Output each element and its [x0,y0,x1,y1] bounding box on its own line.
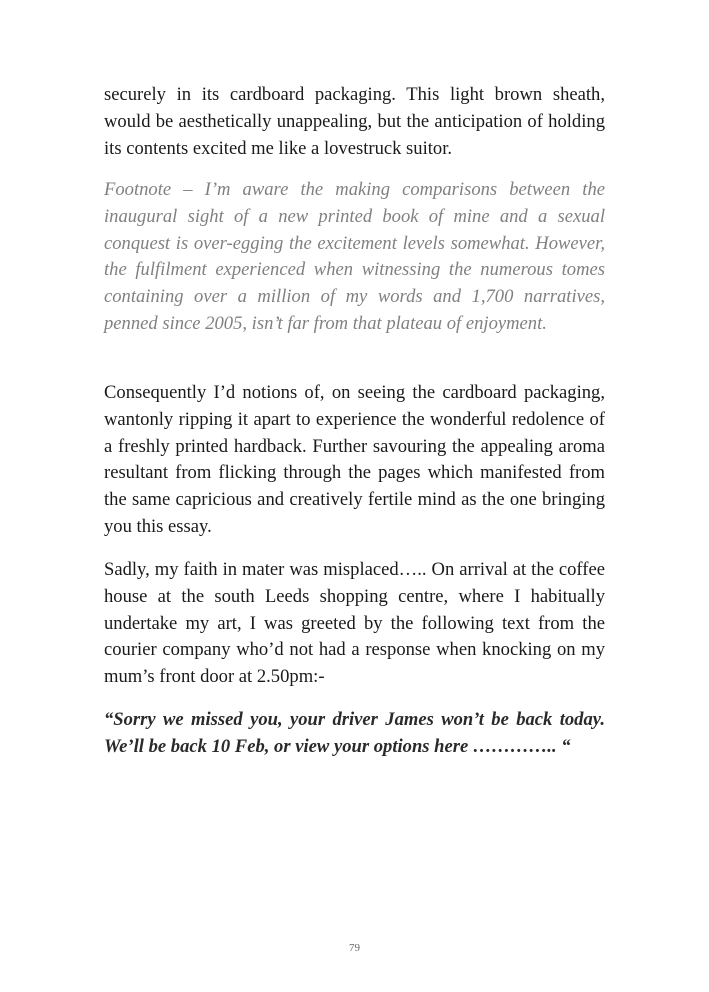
courier-message-quote: “Sorry we missed you, your driver James won’t be back today. We’ll be back 10 Feb, or view your options here ………….. “ [104,709,605,757]
body-paragraph-1: securely in its cardboard packaging. This light brown sheath, would be aesthetically unappealing, but the anticipation of holding its contents excited me like a lovestruck suitor. [104,84,605,159]
page-number: 79 [349,942,360,954]
body-paragraph-3: Sadly, my faith in mater was misplaced….. On arrival at the coffee house at the south Leeds shopping centre, where I habitually undertake my art, I was greeted by the following text from the courier company who’d not had a response when knocking on my mum’s front door at 2.50pm:- [104,559,605,688]
body-paragraph-2: Consequently I’d notions of, on seeing the cardboard packaging, wantonly ripping it apart to experience the wonderful redolence of a freshly printed hardback. Further savouring the appealing aroma resultant from flicking through the pages which manifested from the same capricious and creatively fertile mind as the one bringing you this essay. [104,382,605,537]
footnote-paragraph: Footnote – I’m aware the making comparisons between the inaugural sight of a new printed book of mine and a sexual conquest is over-egging the excitement levels somewhat. However, the fulfilment experienced when witnessing the numerous tomes containing over a million of my words and 1,700 narratives, penned since 2005, isn’t far from that plateau of enjoyment. [104,179,605,334]
